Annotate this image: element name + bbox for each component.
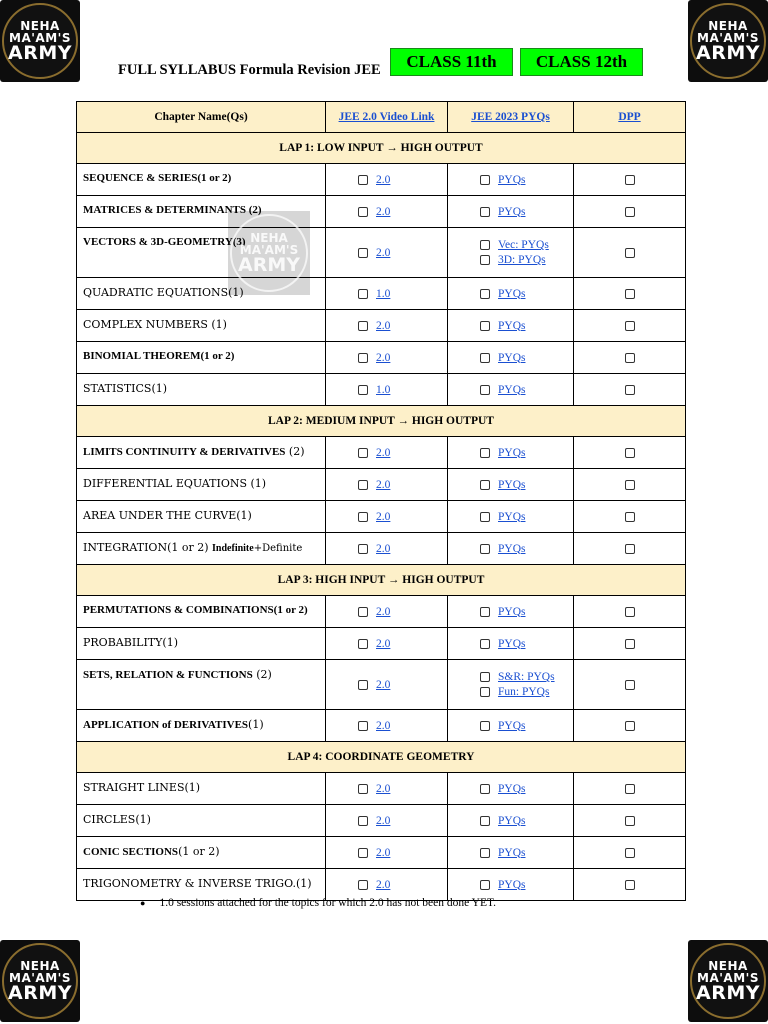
table-row [77,469,686,501]
video-checkbox[interactable] [358,385,368,395]
table-row [77,710,686,742]
video-link[interactable]: 2.0 [376,542,391,555]
chapter-name-text: DIFFERENTIAL EQUATIONS (1) [83,477,267,490]
pyqs-checkbox[interactable] [480,721,490,731]
chapter-name-text: QUADRATIC EQUATIONS(1) [83,286,244,299]
pyqs-checkbox[interactable] [480,255,490,265]
video-cell [326,228,448,278]
pyqs-checkbox[interactable] [480,544,490,554]
video-checkbox[interactable] [358,353,368,363]
video-link[interactable]: 2.0 [376,782,391,795]
table-row [77,596,686,628]
chapter-name [77,469,326,501]
pyqs-link[interactable]: Fun: PYQs [498,686,550,698]
video-checkbox[interactable] [358,321,368,331]
dpp-checkbox[interactable] [625,784,635,794]
chapter-name-text: TRIGONOMETRY & INVERSE TRIGO.(1) [83,877,312,890]
pyqs-link[interactable]: PYQs [498,287,526,300]
pyqs-link[interactable]: PYQs [498,605,526,618]
chapter-name [77,596,326,628]
dpp-cell [574,773,686,805]
table-row [77,773,686,805]
pyqs-cell [448,228,574,278]
pyqs-checkbox[interactable] [480,480,490,490]
pyqs-checkbox[interactable] [480,289,490,299]
video-link[interactable]: 1.0 [376,287,391,300]
pyqs-checkbox[interactable] [480,848,490,858]
pyqs-checkbox[interactable] [480,448,490,458]
dpp-cell [574,228,686,278]
table-row [77,310,686,342]
video-checkbox[interactable] [358,480,368,490]
lap-title: LAP 3: HIGH INPUT → HIGH OUTPUT [77,565,686,596]
video-checkbox[interactable] [358,880,368,890]
pyqs-cell [448,164,574,196]
pyqs-link[interactable]: PYQs [498,637,526,650]
pyqs-cell [448,342,574,374]
video-link[interactable]: 2.0 [376,878,391,891]
pyqs-checkbox[interactable] [480,639,490,649]
pyqs-cell [448,710,574,742]
dpp-checkbox[interactable] [625,207,635,217]
table-row [77,228,686,278]
dpp-cell [574,837,686,869]
dpp-cell [574,310,686,342]
pyqs-checkbox[interactable] [480,880,490,890]
lap-title: LAP 1: LOW INPUT → HIGH OUTPUT [77,133,686,164]
chapter-name [77,501,326,533]
video-link[interactable]: 2.0 [376,814,391,827]
dpp-cell [574,278,686,310]
table-row [77,278,686,310]
video-cell [326,660,448,710]
chapter-name [77,374,326,406]
pyqs-checkbox[interactable] [480,687,490,697]
pyqs-cell [448,869,574,901]
chapter-name-suffix: (1 or 2) [178,845,220,858]
dpp-checkbox[interactable] [625,353,635,363]
dpp-checkbox[interactable] [625,639,635,649]
chapter-name [77,164,326,196]
video-cell [326,469,448,501]
dpp-cell [574,869,686,901]
video-cell [326,628,448,660]
pyqs-checkbox[interactable] [480,512,490,522]
video-link[interactable]: 2.0 [376,351,391,364]
video-link[interactable]: 2.0 [376,510,391,523]
video-cell [326,437,448,469]
pyqs-cell [448,469,574,501]
lap-header-row [77,406,686,437]
dpp-checkbox[interactable] [625,321,635,331]
pyqs-cell [448,196,574,228]
table-row [77,196,686,228]
class-12-button[interactable]: CLASS 12th [520,48,643,76]
pyqs-link[interactable]: PYQs [498,542,526,555]
chapter-name [77,342,326,374]
brand-logo: NEHA MA'AM'S ARMY [0,940,80,1022]
pyqs-link[interactable]: PYQs [498,782,526,795]
video-cell [326,805,448,837]
chapter-name [77,660,326,710]
dpp-checkbox[interactable] [625,680,635,690]
pyqs-checkbox[interactable] [480,784,490,794]
table-row [77,501,686,533]
watermark-logo: NEHA MA'AM'S ARMY [228,211,310,295]
pyqs-checkbox[interactable] [480,672,490,682]
dpp-checkbox[interactable] [625,848,635,858]
pyqs-checkbox[interactable] [480,240,490,250]
pyqs-link[interactable]: Vec: PYQs [498,239,549,251]
pyqs-cell [448,660,574,710]
chapter-name-text: STRAIGHT LINES(1) [83,781,201,794]
pyqs-cell [448,805,574,837]
pyqs-cell [448,837,574,869]
pyqs-cell [448,773,574,805]
pyqs-link[interactable]: S&R: PYQs [498,671,555,683]
dpp-checkbox[interactable] [625,607,635,617]
video-checkbox[interactable] [358,680,368,690]
chapter-name-text: INTEGRATION(1 or 2) [83,541,213,554]
video-checkbox[interactable] [358,639,368,649]
dpp-cell [574,342,686,374]
video-link[interactable]: 2.0 [376,319,391,332]
dpp-link-header[interactable]: DPP [618,111,641,123]
dpp-checkbox[interactable] [625,721,635,731]
table-row [77,837,686,869]
video-checkbox[interactable] [358,512,368,522]
video-link[interactable]: 2.0 [376,205,391,218]
dpp-checkbox[interactable] [625,289,635,299]
video-cell [326,342,448,374]
video-cell [326,196,448,228]
pyqs-checkbox[interactable] [480,607,490,617]
table-row [77,660,686,710]
brand-logo: NEHA MA'AM'S ARMY [688,0,768,82]
brand-logo: NEHA MA'AM'S ARMY [0,0,80,82]
footnote-text: 1.0 sessions attached for the topics for which 2.0 has not been done YET. [159,897,497,909]
chapter-name-text: STATISTICS(1) [83,382,168,395]
lap-header-row [77,565,686,596]
pyqs-link-header[interactable]: JEE 2023 PYQs [471,111,550,123]
pyqs-link[interactable]: PYQs [498,319,526,332]
table-row [77,805,686,837]
video-checkbox[interactable] [358,448,368,458]
table-row [77,869,686,901]
syllabus-table [76,101,686,901]
pyqs-link[interactable]: 3D: PYQs [498,254,546,266]
dpp-cell [574,374,686,406]
pyqs-checkbox[interactable] [480,207,490,217]
pyqs-link[interactable]: PYQs [498,351,526,364]
dpp-cell [574,533,686,565]
chapter-name-suffix: (2) [285,445,305,458]
video-cell [326,596,448,628]
video-cell [326,278,448,310]
pyqs-cell [448,628,574,660]
dpp-checkbox[interactable] [625,248,635,258]
pyqs-link[interactable]: PYQs [498,478,526,491]
dpp-checkbox[interactable] [625,480,635,490]
video-cell [326,773,448,805]
video-cell [326,374,448,406]
chapter-name-text: MATRICES & DETERMINANTS (2) [83,204,262,216]
dpp-cell [574,196,686,228]
dpp-checkbox[interactable] [625,880,635,890]
video-cell [326,869,448,901]
page-title: FULL SYLLABUS Formula Revision JEE [118,62,381,78]
table-row [77,342,686,374]
dpp-cell [574,469,686,501]
chapter-name-text: CIRCLES(1) [83,813,151,826]
chapter-name-text: AREA UNDER THE CURVE(1) [83,509,252,522]
table-row [77,533,686,565]
chapter-name-text: VECTORS & 3D-GEOMETRY(3) [83,236,246,248]
video-checkbox[interactable] [358,207,368,217]
class-11-button[interactable]: CLASS 11th [390,48,513,76]
video-checkbox[interactable] [358,848,368,858]
pyqs-cell [448,310,574,342]
pyqs-cell [448,533,574,565]
table-row [77,164,686,196]
pyqs-cell [448,374,574,406]
dpp-cell [574,501,686,533]
video-link[interactable]: 2.0 [376,478,391,491]
video-checkbox[interactable] [358,175,368,185]
pyqs-link[interactable]: PYQs [498,846,526,859]
video-link-header[interactable]: JEE 2.0 Video Link [338,111,435,123]
video-cell [326,501,448,533]
pyqs-link[interactable]: PYQs [498,446,526,459]
chapter-name-text: BINOMIAL THEOREM(1 or 2) [83,350,235,362]
lap-header-row [77,742,686,773]
column-header-chapter: Chapter Name(Qs) [77,102,326,133]
pyqs-link[interactable]: PYQs [498,383,526,396]
pyqs-checkbox[interactable] [480,321,490,331]
video-checkbox[interactable] [358,607,368,617]
chapter-name [77,773,326,805]
lap-title: LAP 4: COORDINATE GEOMETRY [77,742,686,773]
chapter-name [77,533,326,565]
chapter-name-text: PROBABILITY(1) [83,636,178,649]
lap-header-row [77,133,686,164]
brand-logo: NEHA MA'AM'S ARMY [688,940,768,1022]
pyqs-checkbox[interactable] [480,816,490,826]
dpp-checkbox[interactable] [625,175,635,185]
dpp-checkbox[interactable] [625,448,635,458]
chapter-name-suffix: (1) [248,718,264,731]
chapter-name-text: COMPLEX NUMBERS (1) [83,318,227,331]
chapter-name [77,437,326,469]
video-checkbox[interactable] [358,544,368,554]
pyqs-checkbox[interactable] [480,175,490,185]
pyqs-link[interactable]: PYQs [498,173,526,186]
video-cell [326,710,448,742]
video-checkbox[interactable] [358,784,368,794]
chapter-name-text: LIMITS CONTINUITY & DERIVATIVES [83,446,286,458]
pyqs-link[interactable]: PYQs [498,510,526,523]
chapter-name [77,837,326,869]
dpp-checkbox[interactable] [625,385,635,395]
dpp-cell [574,164,686,196]
video-link[interactable]: 2.0 [376,446,391,459]
bullet-icon: ● [140,898,146,908]
chapter-name [77,628,326,660]
dpp-cell [574,437,686,469]
pyqs-checkbox[interactable] [480,353,490,363]
chapter-name-text: APPLICATION of DERIVATIVES [83,719,249,731]
dpp-checkbox[interactable] [625,816,635,826]
column-header-dpp[interactable] [574,102,686,133]
video-cell [326,310,448,342]
chapter-name-text: SEQUENCE & SERIES(1 or 2) [83,172,232,184]
pyqs-cell [448,437,574,469]
video-link[interactable]: 2.0 [376,605,391,618]
table-row [77,437,686,469]
chapter-name-text: PERMUTATIONS & COMBINATIONS(1 or 2) [83,604,308,616]
chapter-name [77,310,326,342]
video-link[interactable]: 2.0 [376,678,391,691]
table-row [77,628,686,660]
dpp-cell [574,660,686,710]
chapter-name-text: SETS, RELATION & FUNCTIONS [83,669,253,681]
chapter-name-bold: Indefinite [212,543,254,554]
pyqs-link[interactable]: PYQs [498,719,526,732]
video-checkbox[interactable] [358,248,368,258]
video-checkbox[interactable] [358,721,368,731]
column-header-video[interactable] [326,102,448,133]
table-row [77,374,686,406]
video-cell [326,533,448,565]
video-link[interactable]: 2.0 [376,173,391,186]
pyqs-link[interactable]: PYQs [498,814,526,827]
video-cell [326,837,448,869]
dpp-checkbox[interactable] [625,512,635,522]
pyqs-cell [448,596,574,628]
video-link[interactable]: 2.0 [376,846,391,859]
pyqs-checkbox[interactable] [480,385,490,395]
video-cell [326,164,448,196]
chapter-name [77,869,326,901]
dpp-cell [574,596,686,628]
table-header-row [77,102,686,133]
dpp-cell [574,710,686,742]
footnote [140,897,496,909]
pyqs-link[interactable]: PYQs [498,878,526,891]
dpp-cell [574,628,686,660]
chapter-name [77,805,326,837]
lap-title: LAP 2: MEDIUM INPUT → HIGH OUTPUT [77,406,686,437]
pyqs-cell [448,501,574,533]
video-link[interactable]: 1.0 [376,383,391,396]
chapter-name-text: CONIC SECTIONS [83,846,179,858]
video-link[interactable]: 2.0 [376,246,391,259]
chapter-name [77,710,326,742]
video-link[interactable]: 2.0 [376,637,391,650]
chapter-name-suffix: +Definite [253,543,303,554]
pyqs-link[interactable]: PYQs [498,205,526,218]
video-checkbox[interactable] [358,289,368,299]
dpp-checkbox[interactable] [625,544,635,554]
chapter-name-suffix: (2) [252,668,272,681]
video-checkbox[interactable] [358,816,368,826]
dpp-cell [574,805,686,837]
pyqs-cell [448,278,574,310]
video-link[interactable]: 2.0 [376,719,391,732]
column-header-pyqs[interactable] [448,102,574,133]
